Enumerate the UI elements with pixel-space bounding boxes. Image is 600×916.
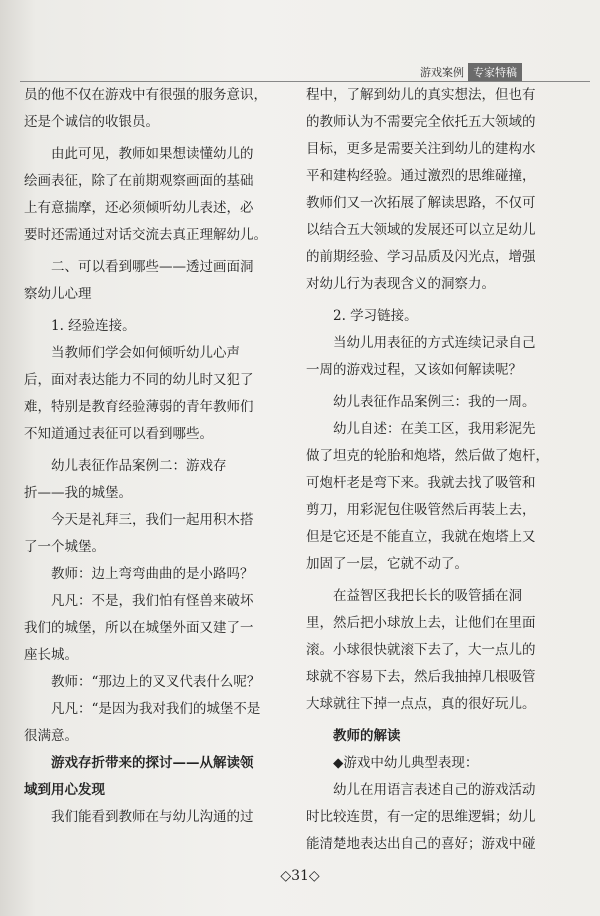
dialogue-line: 教师：“那边上的叉叉代表什么呢？	[51, 674, 261, 690]
paragraph-line: 后，面对表达能力不同的幼儿时又犯了	[24, 372, 254, 388]
paragraph-line: 程中，了解到幼儿的真实想法，但也有	[306, 87, 536, 103]
subheading: 2. 学习链接。	[333, 308, 418, 324]
paragraph-line: 但是它还是不能直立，我就在炮塔上又	[306, 529, 536, 545]
paragraph-line: 当教师们学会如何倾听幼儿心声	[51, 345, 240, 361]
running-head-section: 游戏案例	[420, 66, 464, 79]
paragraph-line: 教师们又一次拓展了解读思路，不仅可	[306, 195, 536, 211]
paragraph-line: 幼儿在用语言表述自己的游戏活动	[333, 782, 536, 798]
dialogue-line: 我们的城堡，所以在城堡外面又建了一	[24, 620, 254, 636]
section-heading: 二、可以看到哪些——透过画面洞	[51, 259, 254, 275]
paragraph-line: 难，特别是教育经验薄弱的青年教师们	[24, 399, 254, 415]
paragraph-line: 能清楚地表达出自己的喜好；游戏中碰	[306, 836, 536, 852]
paragraph-line: 今天是礼拜三，我们一起用积木搭	[51, 512, 254, 528]
paragraph-line: 加固了一层，它就不动了。	[306, 556, 468, 572]
paragraph-line: 幼儿自述：在美工区，我用彩泥先	[333, 421, 536, 437]
bold-heading: 游戏存折带来的探讨——从解读领	[51, 755, 254, 771]
dialogue-line: 很满意。	[24, 728, 78, 744]
paragraph-line: 由此可见，教师如果想读懂幼儿的	[51, 146, 254, 162]
paragraph-line: 里，然后把小球放上去，让他们在里面	[306, 615, 536, 631]
bold-heading-cont: 域到用心发现	[24, 782, 105, 798]
page-number: ◇31◇	[280, 868, 320, 884]
paragraph-line: 在益智区我把长长的吸管插在洞	[333, 588, 522, 604]
case-title: 幼儿表征作品案例二：游戏存	[51, 458, 227, 474]
paragraph-line: 的前期经验、学习品质及闪光点，增强	[306, 249, 536, 265]
running-head	[420, 63, 590, 81]
bullet-heading: ◆游戏中幼儿典型表现：	[333, 755, 479, 771]
paragraph-line: 的教师认为不需要完全依托五大领域的	[306, 114, 536, 130]
paragraph-line: 球就不容易下去，然后我抽掉几根吸管	[306, 669, 536, 685]
subheading: 1. 经验连接。	[51, 318, 136, 334]
dialogue-line: 教师：边上弯弯曲曲的是小路吗？	[51, 566, 254, 582]
dialogue-line: 座长城。	[24, 647, 78, 663]
paragraph-line: 不知道通过表征可以看到哪些。	[24, 426, 213, 442]
paragraph-line: 要时还需通过对话交流去真正理解幼儿。	[24, 227, 267, 243]
paragraph-line: 时比较连贯，有一定的思维逻辑；幼儿	[306, 809, 536, 825]
bold-heading: 教师的解读	[333, 728, 401, 744]
paragraph-line: 了一个城堡。	[24, 539, 105, 555]
paragraph-line: 以结合五大领域的发展还可以立足幼儿	[306, 222, 536, 238]
paragraph-line: 剪刀，用彩泥包住吸管然后再装上去，	[306, 502, 536, 518]
dialogue-line: 凡凡：不是，我们怕有怪兽来破坏	[51, 593, 254, 609]
paragraph-line: 我们能看到教师在与幼儿沟通的过	[51, 809, 254, 825]
paragraph-line: 滚。小球很快就滚下去了，大一点儿的	[306, 642, 536, 658]
paragraph-line: 上有意揣摩，还必须倾听幼儿表述，必	[24, 200, 254, 216]
paragraph-line: 一周的游戏过程，又该如何解读呢？	[306, 362, 522, 378]
dialogue-line: 凡凡：“是因为我对我们的城堡不是	[51, 701, 261, 717]
paragraph-line: 目标，更多是需要关注到幼儿的建构水	[306, 141, 536, 157]
paragraph-line: 大球就往下掉一点点，真的很好玩儿。	[306, 696, 536, 712]
paragraph-line: 员的他不仅在游戏中有很强的服务意识，	[24, 87, 267, 103]
case-title-cont: 折——我的城堡。	[24, 485, 132, 501]
paragraph-line: 绘画表征，除了在前期观察画面的基础	[24, 173, 254, 189]
right-column	[306, 82, 568, 858]
paragraph-line: 可炮杆老是弯下来。我就去找了吸管和	[306, 475, 536, 491]
paragraph-line: 做了坦克的轮胎和炮塔，然后做了炮杆，	[306, 448, 549, 464]
paragraph-line: 平和建构经验。通过激烈的思维碰撞，	[306, 168, 536, 184]
paragraph-line: 对幼儿行为表现含义的洞察力。	[306, 276, 495, 292]
section-heading-cont: 察幼儿心理	[24, 286, 92, 302]
paragraph-line: 还是个诚信的收银员。	[24, 114, 159, 130]
running-head-tag: 专家特稿	[468, 63, 522, 81]
case-title: 幼儿表征作品案例三：我的一周。	[333, 394, 536, 410]
paragraph-line: 当幼儿用表征的方式连续记录自己	[333, 335, 536, 351]
left-column	[24, 82, 286, 831]
